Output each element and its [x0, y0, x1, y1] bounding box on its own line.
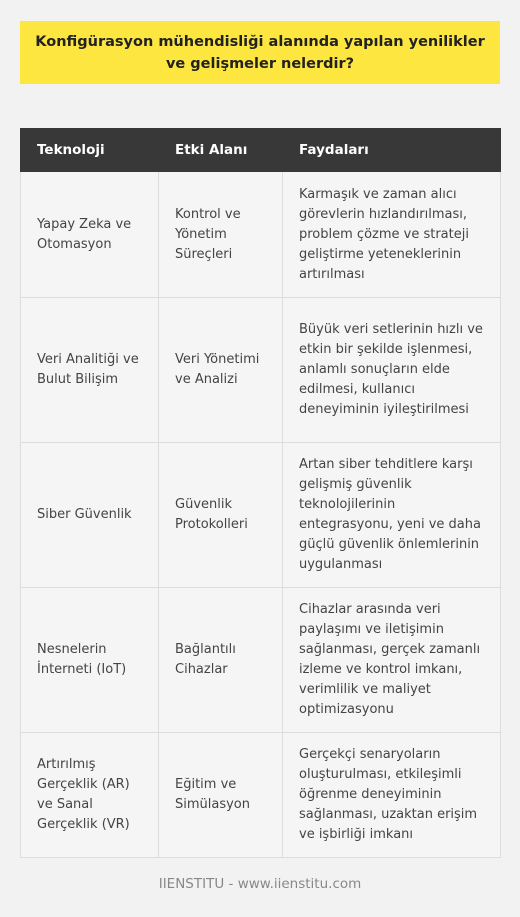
cell-technology: Siber Güvenlik: [21, 443, 159, 588]
cell-benefits: Karmaşık ve zaman alıcı görevlerin hızlandırılması, problem çözme ve strateji geliştirme yeteneklerinin artırılması: [283, 172, 501, 298]
table-row: [21, 172, 501, 298]
table-row: [21, 443, 501, 588]
cell-technology: Artırılmış Gerçeklik (AR) ve Sanal Gerçeklik (VR): [21, 733, 159, 858]
cell-impact-area: Veri Yönetimi ve Analizi: [159, 298, 283, 443]
cell-benefits: Büyük veri setlerinin hızlı ve etkin bir şekilde işlenmesi, anlamlı sonuçların elde edilmesi, kullanıcı deneyiminin iyileştirilmesi: [283, 298, 501, 443]
footer-credit: IIENSTITU - www.iienstitu.com: [158, 876, 362, 892]
page-title: Konfigürasyon mühendisliği alanında yapılan yenilikler ve gelişmeler nelerdir?: [35, 33, 485, 72]
title-banner: [20, 21, 500, 84]
cell-benefits: Gerçekçi senaryoların oluşturulması, etkileşimli öğrenme deneyiminin sağlanması, uzaktan erişim ve işbirliği imkanı: [283, 733, 501, 858]
header-benefits: Faydaları: [283, 129, 501, 172]
cell-benefits: Cihazlar arasında veri paylaşımı ve iletişimin sağlanması, gerçek zamanlı izleme ve kontrol imkanı, verimlilik ve maliyet optimizasyonu: [283, 588, 501, 733]
cell-impact-area: Eğitim ve Simülasyon: [159, 733, 283, 858]
cell-impact-area: Bağlantılı Cihazlar: [159, 588, 283, 733]
cell-benefits: Artan siber tehditlere karşı gelişmiş güvenlik teknolojilerinin entegrasyonu, yeni ve daha güçlü güvenlik önlemlerinin uygulanması: [283, 443, 501, 588]
header-technology: Teknoloji: [21, 129, 159, 172]
table-header-row: [21, 129, 501, 172]
cell-impact-area: Kontrol ve Yönetim Süreçleri: [159, 172, 283, 298]
cell-technology: Veri Analitiği ve Bulut Bilişim: [21, 298, 159, 443]
table-row: [21, 588, 501, 733]
header-impact-area: Etki Alanı: [159, 129, 283, 172]
cell-technology: Nesnelerin İnterneti (IoT): [21, 588, 159, 733]
table-row: [21, 733, 501, 858]
technology-table: [20, 128, 501, 858]
table-row: [21, 298, 501, 443]
cell-impact-area: Güvenlik Protokolleri: [159, 443, 283, 588]
cell-technology: Yapay Zeka ve Otomasyon: [21, 172, 159, 298]
